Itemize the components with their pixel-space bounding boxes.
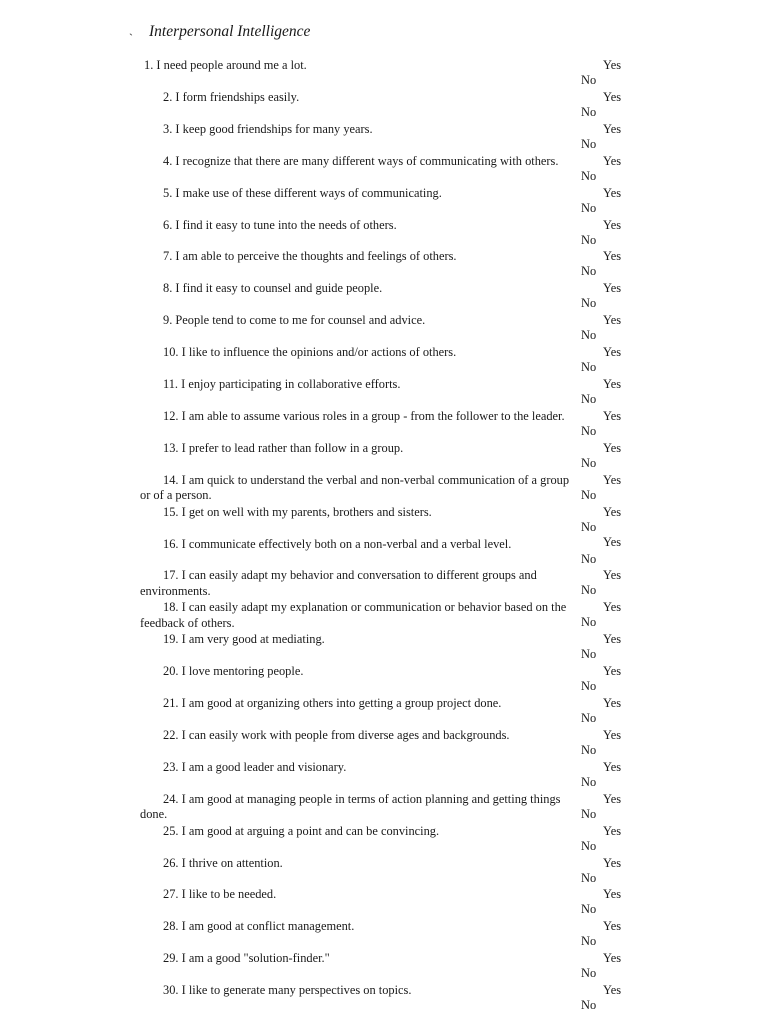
no-option[interactable]: No	[581, 806, 597, 821]
yes-option[interactable]: Yes	[603, 632, 622, 647]
question-number: 13.	[163, 440, 179, 455]
question-statement: I am a good leader and visionary.	[181, 759, 347, 774]
question-item	[0, 377, 768, 409]
question-text	[140, 249, 580, 264]
question-item	[0, 122, 768, 154]
question-item	[0, 58, 768, 90]
question-item	[0, 345, 768, 377]
question-text	[140, 983, 580, 998]
yes-option[interactable]: Yes	[603, 727, 622, 742]
question-item	[0, 441, 768, 473]
question-number: 6.	[163, 217, 173, 232]
question-item	[0, 409, 768, 441]
question-text	[140, 760, 580, 775]
question-statement: I am good at organizing others into getting a group project done.	[181, 696, 502, 710]
no-option[interactable]: No	[581, 296, 597, 311]
yes-option[interactable]: Yes	[603, 217, 622, 232]
question-item	[0, 249, 768, 281]
question-text	[140, 951, 580, 966]
yes-option[interactable]: Yes	[603, 534, 622, 549]
question-statement: I thrive on attention.	[181, 855, 283, 870]
question-item	[0, 856, 768, 888]
yes-option[interactable]: Yes	[603, 408, 622, 423]
question-number: 29.	[163, 951, 179, 966]
no-option[interactable]: No	[581, 232, 597, 247]
no-option[interactable]: No	[581, 423, 597, 438]
yes-option[interactable]: Yes	[603, 791, 622, 806]
question-number: 14.	[163, 472, 179, 487]
question-statement: I am good at managing people in terms of action planning and getting things done.	[140, 791, 561, 821]
yes-option[interactable]: Yes	[603, 855, 622, 870]
question-statement: I like to influence the opinions and/or actions of others.	[181, 345, 457, 360]
question-text	[140, 473, 580, 504]
question-number: 28.	[163, 919, 179, 934]
question-number: 24.	[163, 791, 179, 806]
question-statement: I like to be needed.	[181, 887, 277, 902]
question-text	[140, 728, 580, 743]
question-text	[140, 377, 580, 392]
yes-option[interactable]: Yes	[603, 281, 622, 296]
question-number: 7.	[163, 249, 173, 264]
question-item	[0, 728, 768, 760]
no-option[interactable]: No	[581, 742, 597, 757]
question-statement: I am good at conflict management.	[181, 919, 355, 934]
question-text	[140, 600, 580, 631]
no-option[interactable]: No	[581, 392, 597, 406]
question-number: 3.	[163, 121, 173, 136]
question-statement: I make use of these different ways of communicating.	[175, 185, 442, 200]
yes-option[interactable]: Yes	[603, 951, 622, 966]
question-statement: I am able to perceive the thoughts and feelings of others.	[175, 249, 457, 264]
question-item	[0, 792, 768, 824]
question-number: 15.	[163, 504, 179, 519]
question-statement: I am able to assume various roles in a group - from the follower to the leader.	[181, 408, 565, 423]
yes-option[interactable]: Yes	[603, 759, 622, 774]
question-text	[140, 505, 580, 520]
yes-option[interactable]: Yes	[603, 345, 622, 360]
question-item	[0, 887, 768, 919]
question-number: 19.	[163, 632, 179, 647]
question-number: 25.	[163, 823, 179, 838]
question-text	[140, 90, 580, 105]
question-item	[0, 90, 768, 122]
question-statement: I form friendships easily.	[175, 89, 300, 104]
question-item	[0, 218, 768, 250]
yes-option[interactable]: Yes	[603, 504, 622, 519]
question-number: 23.	[163, 759, 179, 774]
no-option[interactable]: No	[581, 966, 597, 981]
question-text	[140, 313, 580, 328]
question-text	[140, 122, 580, 137]
yes-option[interactable]: Yes	[603, 887, 622, 902]
question-number: 17.	[163, 568, 179, 583]
question-item	[0, 568, 768, 600]
no-option[interactable]: No	[581, 104, 597, 119]
stray-mark: `	[129, 31, 133, 45]
question-statement: People tend to come to me for counsel and advice.	[175, 313, 426, 328]
question-item	[0, 186, 768, 218]
question-statement: I find it easy to counsel and guide people.	[175, 281, 383, 296]
no-option[interactable]: No	[581, 998, 597, 1013]
question-statement: I can easily adapt my behavior and conversation to different groups and environments.	[140, 568, 537, 598]
question-item	[0, 951, 768, 983]
question-item	[0, 600, 768, 632]
yes-option[interactable]: Yes	[603, 377, 622, 391]
question-statement: I like to generate many perspectives on topics.	[181, 983, 412, 998]
no-option[interactable]: No	[581, 200, 597, 215]
page-title: Interpersonal Intelligence	[149, 23, 311, 40]
yes-option[interactable]: Yes	[603, 472, 622, 487]
question-text	[140, 186, 580, 201]
question-number: 11.	[163, 377, 179, 391]
question-text	[140, 792, 580, 823]
question-text	[140, 568, 580, 599]
question-number: 4.	[163, 153, 173, 168]
question-statement: I keep good friendships for many years.	[175, 121, 373, 136]
yes-option[interactable]: Yes	[603, 600, 622, 615]
question-statement: I need people around me a lot.	[156, 58, 307, 72]
question-number: 12.	[163, 408, 179, 423]
question-text	[140, 441, 580, 456]
question-item	[0, 696, 768, 728]
yes-option[interactable]: Yes	[603, 121, 622, 136]
question-text	[140, 345, 580, 360]
question-text	[140, 535, 580, 553]
no-option[interactable]: No	[581, 711, 597, 725]
question-text	[140, 664, 580, 679]
question-number: 2.	[163, 89, 173, 104]
yes-option[interactable]: Yes	[603, 153, 622, 168]
no-option[interactable]: No	[581, 870, 597, 885]
question-number: 1.	[144, 58, 154, 72]
yes-option[interactable]: Yes	[603, 185, 622, 200]
no-option[interactable]: No	[581, 264, 597, 279]
question-statement: I get on well with my parents, brothers and sisters.	[181, 504, 432, 519]
question-number: 10.	[163, 345, 179, 360]
no-option[interactable]: No	[581, 902, 597, 917]
question-number: 5.	[163, 185, 173, 200]
no-option[interactable]: No	[581, 934, 597, 949]
question-number: 8.	[163, 281, 173, 296]
question-item	[0, 473, 768, 505]
yes-option[interactable]: Yes	[603, 313, 622, 328]
question-statement: I communicate effectively both on a non-verbal and a verbal level.	[181, 536, 512, 551]
no-option[interactable]: No	[581, 136, 597, 151]
yes-option[interactable]: Yes	[603, 58, 622, 72]
question-item	[0, 760, 768, 792]
no-option[interactable]: No	[581, 583, 597, 598]
no-option[interactable]: No	[581, 455, 597, 470]
question-text	[140, 154, 580, 169]
yes-option[interactable]: Yes	[603, 249, 622, 264]
question-text	[140, 856, 580, 871]
question-number: 9.	[163, 313, 173, 328]
question-number: 20.	[163, 664, 179, 679]
question-statement: I enjoy participating in collaborative efforts.	[181, 377, 401, 391]
question-item	[0, 824, 768, 856]
question-number: 21.	[163, 696, 179, 710]
question-item	[0, 983, 768, 1015]
question-number: 30.	[163, 983, 179, 998]
question-text	[140, 218, 580, 233]
yes-option[interactable]: Yes	[603, 983, 622, 998]
question-number: 18.	[163, 600, 179, 615]
yes-option[interactable]: Yes	[603, 568, 622, 583]
question-text	[140, 696, 580, 711]
no-option[interactable]: No	[581, 519, 597, 534]
no-option[interactable]: No	[581, 551, 597, 566]
question-statement: I prefer to lead rather than follow in a group.	[181, 440, 404, 455]
question-statement: I can easily adapt my explanation or communication or behavior based on the feedback of others.	[140, 600, 567, 630]
question-number: 27.	[163, 887, 179, 902]
question-statement: I am quick to understand the verbal and non-verbal communication of a group or of a person.	[140, 472, 570, 502]
no-option[interactable]: No	[581, 838, 597, 853]
no-option[interactable]: No	[581, 774, 597, 789]
question-statement: I am a good "solution-finder."	[181, 951, 330, 966]
question-number: 26.	[163, 855, 179, 870]
yes-option[interactable]: Yes	[603, 696, 622, 710]
question-item	[0, 313, 768, 345]
question-text	[140, 632, 580, 647]
question-item	[0, 154, 768, 186]
no-option[interactable]: No	[581, 487, 597, 502]
yes-option[interactable]: Yes	[603, 664, 622, 679]
question-text	[140, 887, 580, 902]
question-item	[0, 919, 768, 951]
question-statement: I find it easy to tune into the needs of others.	[175, 217, 397, 232]
question-statement: I am good at arguing a point and can be convincing.	[181, 823, 440, 838]
question-text	[140, 824, 580, 839]
yes-option[interactable]: Yes	[603, 440, 622, 455]
question-item	[0, 534, 768, 569]
question-number: 22.	[163, 727, 179, 742]
yes-option[interactable]: Yes	[603, 823, 622, 838]
no-option[interactable]: No	[581, 73, 597, 87]
question-number: 16.	[163, 536, 179, 551]
no-option[interactable]: No	[581, 328, 597, 343]
yes-option[interactable]: Yes	[603, 919, 622, 934]
no-option[interactable]: No	[581, 615, 597, 630]
no-option[interactable]: No	[581, 647, 597, 662]
yes-option[interactable]: Yes	[603, 89, 622, 104]
question-text	[140, 409, 580, 424]
question-text	[140, 281, 580, 296]
question-text	[140, 58, 580, 73]
question-item	[0, 505, 768, 537]
question-item	[0, 664, 768, 696]
no-option[interactable]: No	[581, 168, 597, 183]
question-statement: I love mentoring people.	[181, 664, 304, 679]
question-item	[0, 632, 768, 664]
question-statement: I am very good at mediating.	[181, 632, 325, 647]
question-text	[140, 919, 580, 934]
no-option[interactable]: No	[581, 679, 597, 694]
question-statement: I can easily work with people from diverse ages and backgrounds.	[181, 727, 510, 742]
no-option[interactable]: No	[581, 360, 597, 375]
question-item	[0, 281, 768, 313]
question-statement: I recognize that there are many different ways of communicating with others.	[175, 153, 559, 168]
